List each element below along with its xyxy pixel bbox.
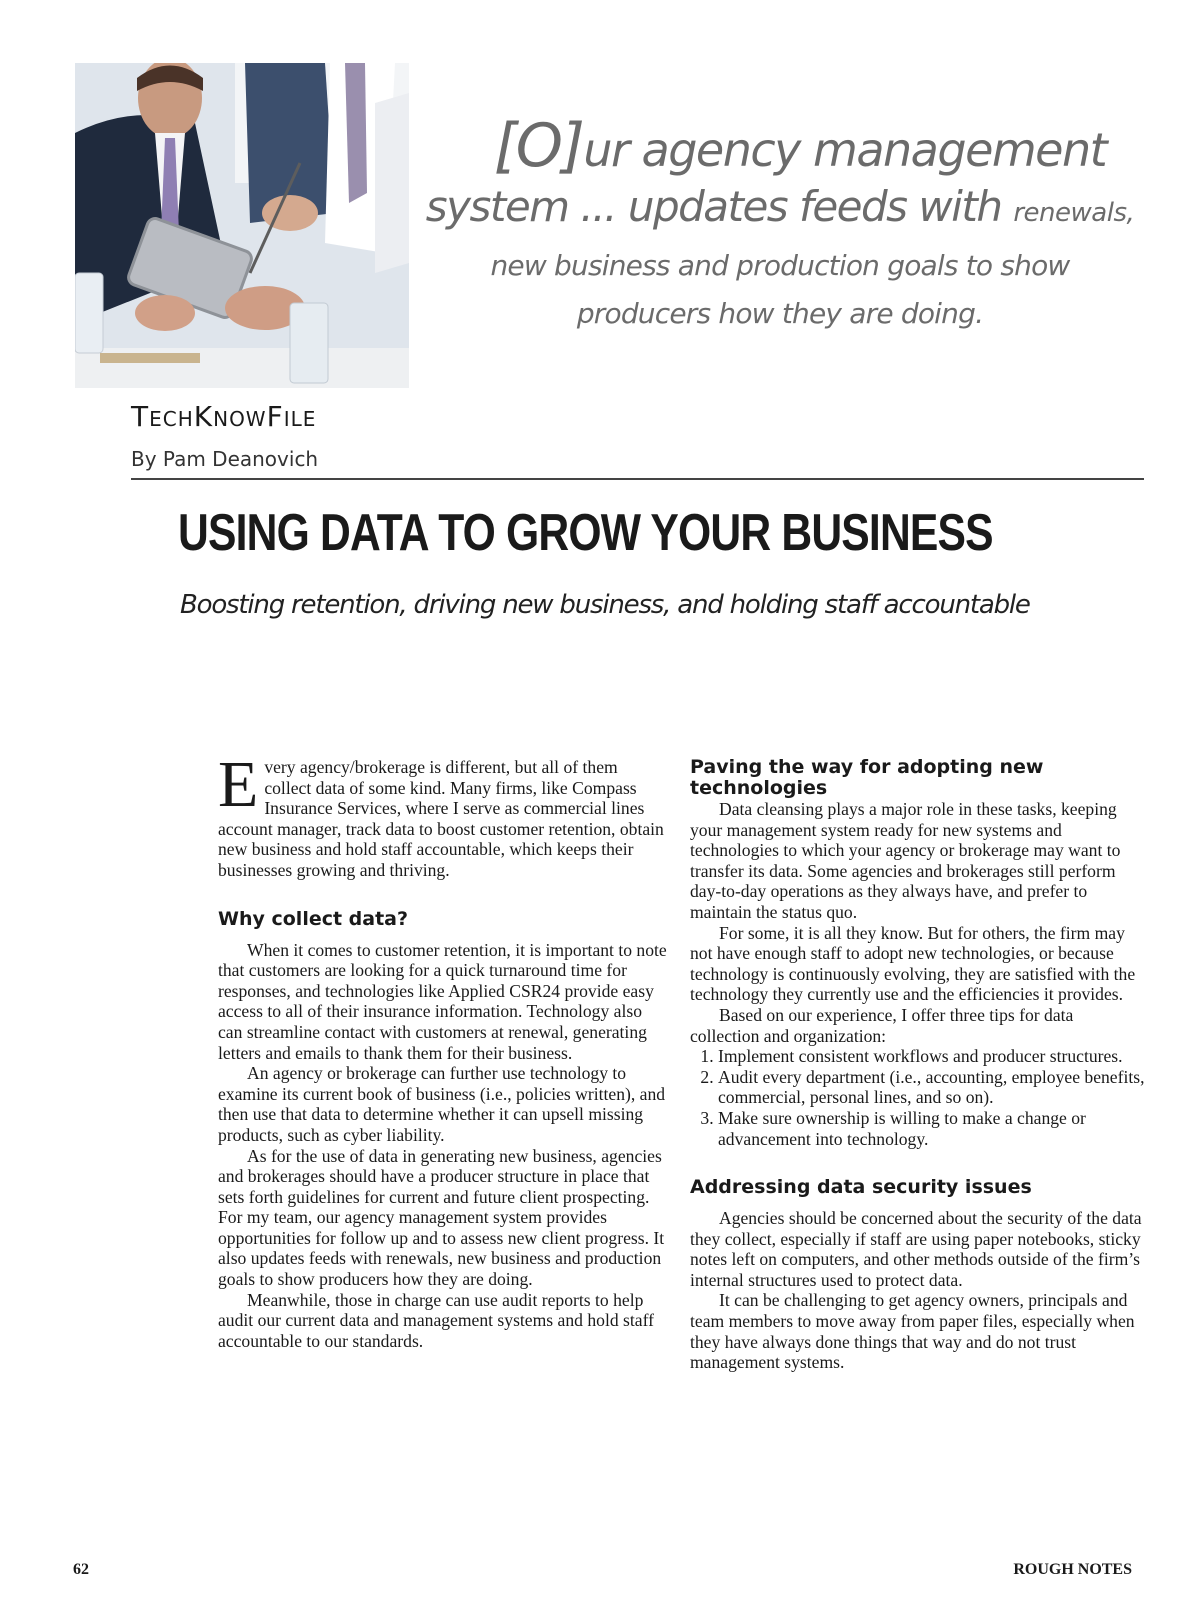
- pull-quote-line-2: [420, 178, 1140, 242]
- tips-list: [690, 1046, 1145, 1149]
- section-heading-why-collect-data: Why collect data?: [218, 907, 409, 930]
- list-item: 1. Implement consistent workflows and producer structures.: [718, 1046, 1145, 1067]
- list-item: 3. Make sure ownership is willing to make a change or advancement into technology.: [718, 1108, 1145, 1149]
- article-deck: Boosting retention, driving new business, and holding staff accountable: [180, 590, 1030, 620]
- column-name: TechKnowFile: [131, 400, 317, 433]
- body-paragraph: When it comes to customer retention, it is important to note that customers are looking for a quick turnaround time for responses, and technologies like Applied CSR24 provide easy access to all of their insurance information. Technology also can streamline contact with customers at renewal, generating letters and emails to thank them for their business.: [218, 939, 667, 1063]
- pull-quote-line-3: new business and production goals to show: [490, 249, 1070, 282]
- body-paragraph: Based on our experience, I offer three tips for data collection and organization:: [690, 1004, 1074, 1046]
- right-column: [690, 757, 1145, 1373]
- article-headline: USING DATA TO GROW YOUR BUSINESS: [178, 504, 993, 562]
- intro-text: very agency/brokerage is different, but all of them collect data of some kind. Many firms, like Compass Insurance Services, where I serve as commercial lines account manager, track data to boost customer retention, obtain new business and hold staff accountable, which keeps their businesses growing and thriving.: [218, 757, 664, 880]
- pull-quote-line-1: [420, 111, 1140, 181]
- photo-illustration: [75, 63, 409, 388]
- publication-name: ROUGH NOTES: [1013, 1561, 1132, 1578]
- pull-quote-line-2-text: system ... updates feeds with: [425, 182, 1014, 231]
- byline: By Pam Deanovich: [131, 447, 319, 471]
- body-paragraph: As for the use of data in generating new business, agencies and brokerages should have a producer structure in place that sets forth guidelines for current and future client prospecting. For my team, our agency management system provides opportunities for follow up and to assess new client progress. It also updates feeds with renewals, new business and production goals to show producers how they are doing.: [218, 1145, 665, 1290]
- left-column: [218, 748, 668, 1351]
- body-paragraph: Meanwhile, those in charge can use audit reports to help audit our current data and management systems and hold staff accountable to our standards.: [218, 1289, 654, 1351]
- drop-cap: E: [218, 748, 259, 821]
- pull-quote-bracket: [O]: [493, 111, 584, 181]
- intro-paragraph: [218, 748, 668, 881]
- body-paragraph: For some, it is all they know. But for others, the firm may not have enough staff to adopt new technologies, or because technology is continuously evolving, they are satisfied with the technology they currently use and the efficiencies it provides.: [690, 922, 1136, 1005]
- body-paragraph: Agencies should be concerned about the security of the data they collect, especially if staff are using paper notebooks, sticky notes left on computers, and other methods outside of the firm’s internal structures used to protect data.: [690, 1208, 1142, 1290]
- business-meeting-photo: [75, 63, 409, 388]
- header-rule: [131, 478, 1144, 480]
- body-paragraph: It can be challenging to get agency owners, principals and team members to move away from paper files, especially when they have always done things that way and do not trust management systems.: [690, 1290, 1135, 1373]
- section-heading-data-security: Addressing data security issues: [690, 1176, 1032, 1199]
- pull-quote-line-1-text: ur agency management: [583, 123, 1107, 177]
- pull-quote-line-4: producers how they are doing.: [576, 297, 984, 330]
- body-paragraph: Data cleansing plays a major role in these tasks, keeping your management system ready for new systems and technologies to which your agency or brokerage may want to transfer its data. Some agencies and brokerages still perform day-to-day operations as they always have, and prefer to maintain the status quo.: [690, 799, 1121, 922]
- body-paragraph: An agency or brokerage can further use technology to examine its current book of business (i.e., policies written), and then use that data to determine whether it can upsell missing products, such as cyber liability.: [218, 1063, 666, 1145]
- pull-quote: [420, 111, 1140, 338]
- list-item: 2. Audit every department (i.e., accounting, employee benefits, commercial, personal lines, and so on).: [718, 1067, 1145, 1108]
- page-number: 62: [73, 1561, 89, 1578]
- section-heading-adopting-technologies: Paving the way for adopting new technologies: [690, 756, 1044, 799]
- pull-quote-line-2-small: renewals,: [1013, 198, 1135, 228]
